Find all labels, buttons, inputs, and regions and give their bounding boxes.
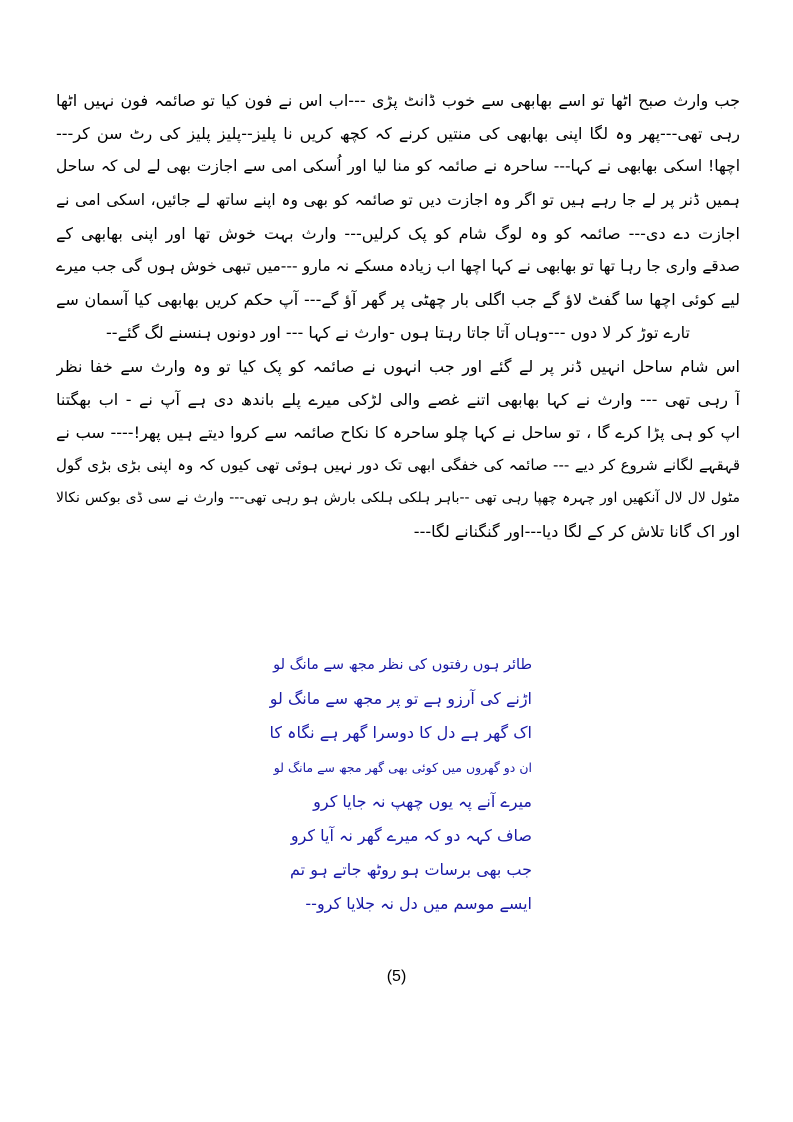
paragraph-line: صدقے واری جا رہا تھا تو بھابھی نے کہا اچھا اب زیادہ مسکے نہ مارو ---میں تبھی خوش ہوں گی جب میرے	[56, 256, 740, 275]
page-number: (5)	[386, 968, 407, 985]
paragraph-line: اور اک گانا تلاش کر کے لگا دیا---اور گنگنانے لگا---	[413, 522, 740, 542]
song-lyrics	[266, 648, 532, 922]
paragraph-line: اپ کو ہی پڑا کرے گا ، تو ساحل نے کہا چلو ساحرہ کا نکاح صائمہ سے کروا دیتے ہیں پھر!---- سب نے	[56, 422, 740, 442]
paragraph-line: اس شام ساحل انہیں ڈنر پر لے گئے اور جب انہوں نے صائمہ کو پک کیا تو وہ وارث سے خفا نظر	[56, 356, 740, 376]
paragraph-line: اجازت دے دی--- صائمہ کو وہ لوگ شام کو پک کرلیں--- وارث بہت خوش تھا اور اپنی بھابھی کے	[56, 223, 740, 243]
poem-line: طائر ہوں رفتوں کی نظر مجھ سے مانگ لو	[273, 657, 532, 673]
poem-line: جب بھی برسات ہو روٹھ جاتے ہو تم	[290, 860, 532, 880]
paragraph-line: آ رہی تھی --- وارث نے کہا بھابھی اتنے غصے والی لڑکی میرے پلے باندھ دی ہے آپ نے - اب بھگتنا	[56, 389, 740, 409]
poem-line: صاف کہہ دو کہ میرے گھر نہ آیا کرو	[290, 825, 532, 845]
poem-line: میرے آنے پہ یوں چھپ نہ جایا کرو	[313, 791, 532, 811]
poem-line: اک گھر ہے دل کا دوسرا گھر ہے نگاہ کا	[269, 723, 532, 743]
paragraph-line: ہمیں ڈنر پر لے جا رہے ہیں تو اگر وہ اجازت دیں تو صائمہ کو بھی وہ اپنے ساتھ لے جائیں، اسکی امی نے	[56, 190, 740, 209]
poem-line: ایسے موسم میں دل نہ جلایا کرو--	[305, 894, 532, 914]
poem-line: ان دو گھروں میں کوئی بھی گھر مجھ سے مانگ لو	[273, 759, 532, 775]
poem-line: اڑنے کی آرزو ہے تو پر مجھ سے مانگ لو	[269, 689, 532, 709]
paragraph-line: رہی تھی---پھر وہ لگا اپنی بھابھی کی منتیں کرنے کہ کچھ کریں نا پلیز--پلیز پلیز کی رٹ سن کر---	[56, 124, 740, 144]
paragraph-line: مٹول لال لال آنکھیں اور چہرہ چھپا رہی تھی --باہر ہلکی ہلکی بارش ہو رہی تھی--- وارث نے سی ڈی بوکس نکالا	[56, 490, 740, 507]
story-paragraph	[56, 84, 740, 549]
paragraph-line: اچھا! اسکی بھابھی نے کہا--- ساحرہ نے صائمہ کو منا لیا اور اُسکی امی سے اجازت بھی لے لی کہ ساحل	[56, 157, 740, 176]
paragraph-line: قہقہے لگانے شروع کر دیے --- صائمہ کی خفگی ابھی تک دور نہیں ہوئی تھی کیوں کہ وہ اپنی بڑی بڑی گول	[56, 456, 740, 475]
paragraph-line: لیے کوئی اچھا سا گفٹ لاؤ گے جب اگلی بار چھٹی پر گھر آؤ گے--- آپ حکم کریں بھابھی کیا آسمان سے	[56, 290, 740, 310]
paragraph-line: تارے توڑ کر لا دوں ---وہاں آتا جاتا رہتا ہوں -وارث نے کہا --- اور دونوں ہنسنے لگ گئے--	[106, 323, 690, 343]
paragraph-line: جب وارث صبح اٹھا تو اسے بھابھی سے خوب ڈانٹ پڑی ---اب اس نے فون کیا تو صائمہ فون نہیں اٹھا	[56, 91, 740, 110]
